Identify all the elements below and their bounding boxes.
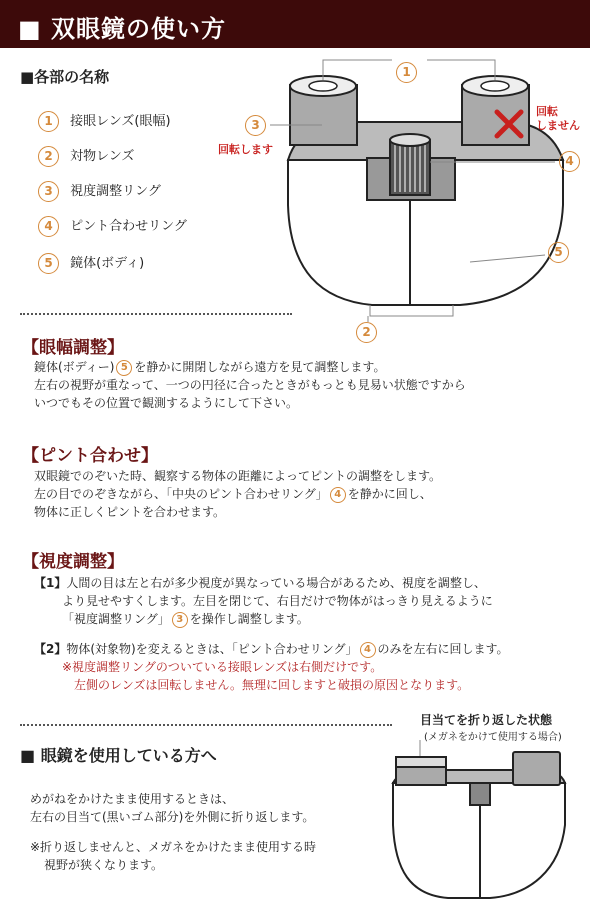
part-item-4: [38, 215, 187, 237]
diopter-heading: 【視度調整】: [22, 552, 124, 572]
fold-subtitle: (メガネをかけて使用する場合): [424, 732, 562, 743]
number-circle: 2: [38, 146, 59, 167]
diopter-step-2: 【2】物体(対象物)を変えるときは、「ピント合わせリング」 4 のみを左右に回します。 ※視度調整リングのついている接眼レンズは右側だけです。 左側のレンズは回転しません。無理に回しますと破損の原因となります。: [34, 642, 509, 692]
focus-heading: 【ピント合わせ】: [22, 446, 158, 466]
parts-heading: ■各部の名称: [20, 68, 110, 86]
part-label: 接眼レンズ(眼幅): [70, 114, 171, 129]
page-title: ■ 双眼鏡の使い方: [18, 15, 227, 43]
focus-text: 双眼鏡でのぞいた時、観察する物体の距離によってピントの調整をします。 左の目でのぞきながら、「中央のピント合わせリング」 4 を静かに回し、 物体に正しくピントを合わせます。: [34, 469, 442, 519]
part-label: 鏡体(ボディ): [70, 256, 145, 271]
number-circle: 3: [38, 181, 59, 202]
number-circle: 4: [360, 642, 376, 658]
fold-title: 目当てを折り返した状態: [420, 713, 553, 727]
number-circle: 4: [330, 487, 346, 503]
number-circle: 4: [38, 216, 59, 237]
callout-2: 2: [356, 322, 377, 343]
rotates-label: 回転します: [218, 143, 273, 156]
part-item-2: [38, 145, 134, 167]
number-circle: 5: [116, 360, 132, 376]
part-item-5: [38, 252, 144, 274]
part-item-3: [38, 180, 161, 202]
number-circle: 3: [172, 612, 188, 628]
warning-note: ※視度調整リングのついている接眼レンズは右側だけです。: [62, 660, 383, 674]
part-item-1: [38, 110, 171, 132]
callout-5: 5: [548, 242, 569, 263]
number-circle: 1: [38, 111, 59, 132]
part-label: 対物レンズ: [70, 149, 135, 164]
eye-width-text: 鏡体(ボディー) 5 を静かに開閉しながら遠方を見て調整します。 左右の視野が重なって、一つの円径に合ったときがもっとも見易い状態ですから いつでもその位置で観測するようにして下さい。: [34, 360, 466, 410]
warning-note: 左側のレンズは回転しません。無理に回しますと破損の原因となります。: [74, 678, 470, 692]
callout-1: 1: [396, 62, 417, 83]
callout-3: 3: [245, 115, 266, 136]
divider: [20, 313, 292, 315]
divider: [20, 724, 392, 726]
folded-binocular-diagram: [380, 735, 590, 900]
glasses-note: ※折り返しませんと、メガネをかけたまま使用する時 視野が狭くなります。: [30, 840, 317, 872]
glasses-text: めがねをかけたまま使用するときは、 左右の目当て(黒いゴム部分)を外側に折り返します。: [30, 792, 315, 824]
no-rotate-label: 回転 しません: [536, 105, 580, 132]
callout-4: 4: [559, 151, 580, 172]
binocular-diagram: [210, 55, 590, 345]
glasses-heading: ■ 眼鏡を使用している方へ: [20, 746, 217, 765]
part-label: ピント合わせリング: [70, 219, 187, 234]
diopter-step-1: 【1】人間の目は左と右が多少視度が異なっている場合があるため、視度を調整し、 より見せやすくします。左目を閉じて、右目だけで物体がはっきり見えるように 「視度調整リング」 3 を操作し調整します。: [34, 576, 493, 626]
eye-width-heading: 【眼幅調整】: [22, 338, 124, 358]
number-circle: 5: [38, 253, 59, 274]
part-label: 視度調整リング: [70, 184, 161, 199]
